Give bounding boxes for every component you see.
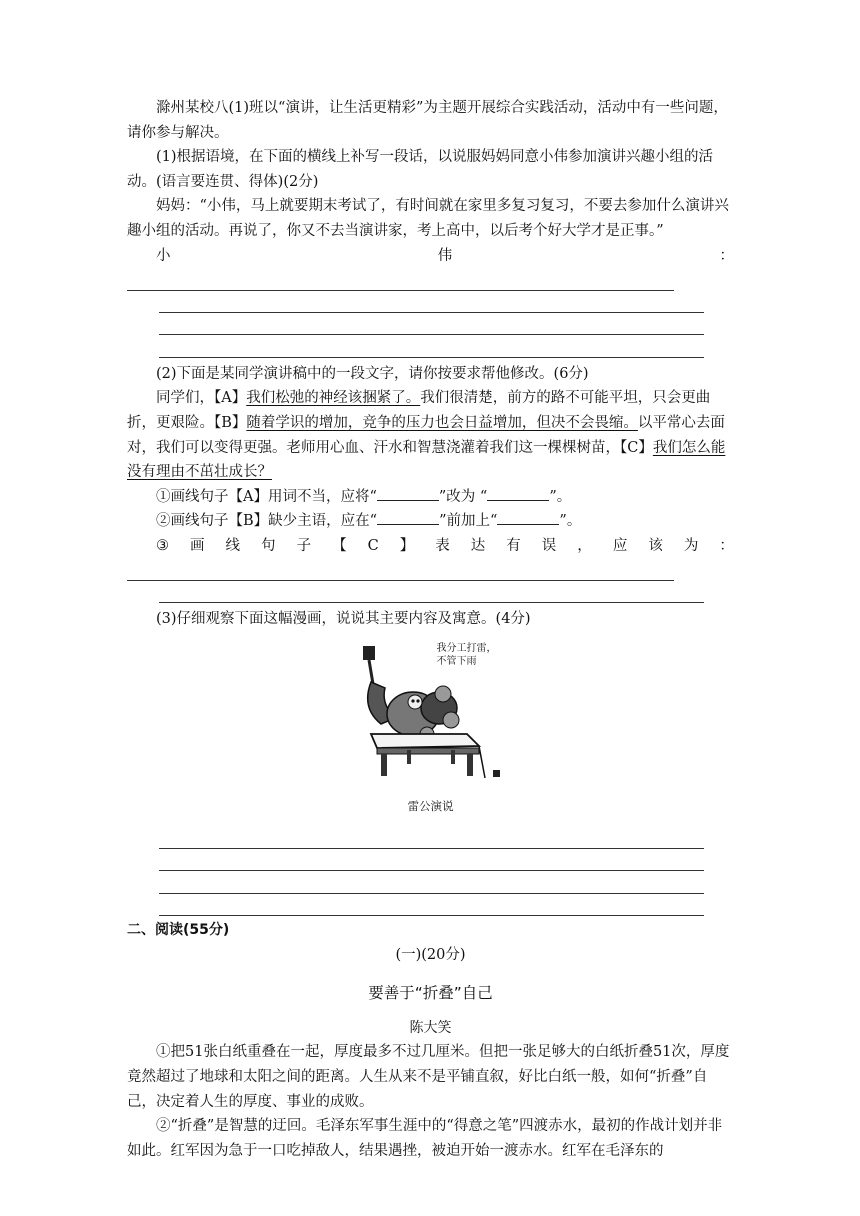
bubble-text: 不管下雨 [436, 655, 477, 667]
section-heading: 二、阅读(55分) [127, 922, 230, 938]
passage-text: 以平常心去面对，我们可以变得更强。老师用心血、汗水和智慧浇灌着我们这一棵棵树苗， [127, 414, 725, 456]
passage-text: 我们很清楚，前方的路不可能平坦，只会更曲折，更艰险。 [127, 390, 711, 431]
item3-char: 达 [470, 537, 486, 554]
q1-prompt: (1)根据语境，在下面的横线上补写一段话，以说服妈妈同意小伟参加演讲兴趣小组的活动。(语言要连贯、得体)(2分) [127, 149, 714, 190]
item3-char: ， [577, 537, 592, 554]
item3-char: 子 [296, 537, 312, 554]
sentence-c: 我们怎么能没有理由不茁壮成长？ [127, 439, 726, 481]
answer-line[interactable] [127, 268, 674, 290]
item3-char: 句 [261, 537, 276, 554]
comic-illustration [351, 638, 511, 796]
q1-answer-label [127, 244, 734, 269]
item3-char: 】 [399, 537, 415, 554]
answer-line[interactable] [159, 871, 704, 893]
label-char: 小 [156, 247, 171, 264]
item3-char: 【 [332, 537, 347, 554]
passage-text: 同学们， [156, 390, 214, 407]
item3-char: ③ [156, 537, 169, 554]
answer-line[interactable] [159, 826, 704, 848]
answer-line[interactable] [127, 558, 674, 580]
item-text: ”前加上“ [439, 513, 498, 530]
item-text: ”改为 “ [438, 488, 488, 505]
q2-prompt: (2)下面是某同学演讲稿中的一段文字，请你按要求帮他修改。(6分) [156, 365, 589, 382]
tag-b: 【B】 [214, 414, 247, 431]
article-author: 陈大笑 [409, 1019, 452, 1036]
item-text: ①画线句子【A】用词不当，应将“ [156, 488, 377, 505]
answer-line[interactable] [159, 335, 704, 357]
worksheet [127, 96, 734, 1163]
part-heading: (一)(20分) [395, 946, 466, 963]
item3-char: 表 [435, 537, 450, 554]
intro-text: 滁州某校八(1)班以“演讲，让生活更精彩”为主题开展综合实践活动，活动中有一些问题，请你参与解决。 [127, 100, 728, 141]
item-text: ②画线句子【B】缺少主语，应在“ [156, 513, 378, 530]
sentence-b: 随着学识的增加，竞争的压力也会日益增加，但决不会畏缩。 [246, 414, 638, 431]
item-text: ”。 [549, 488, 572, 505]
sentence-a: 我们松弛的神经该捆紧了。 [246, 390, 421, 407]
article-paragraph: ①把51张白纸重叠在一起，厚度最多不过几厘米。但把一张足够大的白纸折叠51次，厚度竟然超过了地球和太阳之间的距离。人生从来不是平铺直叙，好比白纸一般，如何“折叠”自己，决定着人生的厚度、事业的成败。 [127, 1044, 730, 1110]
item3-char: 误 [541, 537, 557, 554]
item3-char: 应 [612, 537, 628, 554]
item3-char: 为 [683, 537, 699, 554]
comic-caption: 雷公演说 [407, 798, 454, 813]
q2-item1 [127, 485, 734, 510]
q2-passage [127, 386, 734, 484]
tag-a: 【A】 [214, 390, 247, 407]
q1-mom-speech: 妈妈：“小伟，马上就要期末考试了，有时间就在家里多复习复习，不要去参加什么演讲兴趣小组的活动。再说了，你又不去当演讲家，考上高中，以后考个好大学才是正事。” [127, 198, 729, 239]
item3-char: C [367, 537, 379, 554]
answer-line[interactable] [159, 849, 704, 871]
fill-blank[interactable] [377, 512, 439, 525]
fill-blank[interactable] [487, 488, 549, 501]
item3-char: ： [719, 537, 734, 554]
fill-blank[interactable] [497, 512, 559, 525]
item3-char: 该 [648, 537, 663, 554]
bubble-text: 我分工打雷， [436, 642, 497, 654]
fill-blank[interactable] [377, 488, 439, 501]
item3-char: 有 [506, 537, 521, 554]
label-char: 伟 [437, 247, 453, 264]
answer-line[interactable] [159, 291, 704, 313]
item3-char: 画 [190, 537, 205, 554]
answer-line[interactable] [159, 581, 704, 603]
q2-item2 [127, 509, 734, 534]
article-paragraph: ②“折叠”是智慧的迂回。毛泽东军事生涯中的“得意之笔”四渡赤水，最初的作战计划并非如此。红军因为急于一口吃掉敌人，结果遇挫，被迫开始一渡赤水。红军在毛泽东的 [127, 1118, 723, 1159]
q2-item3 [127, 534, 734, 559]
item3-char: 线 [225, 537, 241, 554]
answer-line[interactable] [159, 894, 704, 916]
speech-bubble [437, 642, 497, 668]
item-text: ”。 [559, 513, 582, 530]
label-char: ： [719, 247, 734, 264]
answer-line[interactable] [159, 313, 704, 335]
article-title: 要善于“折叠”自己 [368, 984, 493, 1003]
tag-c: 【C】 [620, 439, 653, 456]
q3-prompt: (3)仔细观察下面这幅漫画，说说其主要内容及寓意。(4分) [156, 611, 531, 628]
